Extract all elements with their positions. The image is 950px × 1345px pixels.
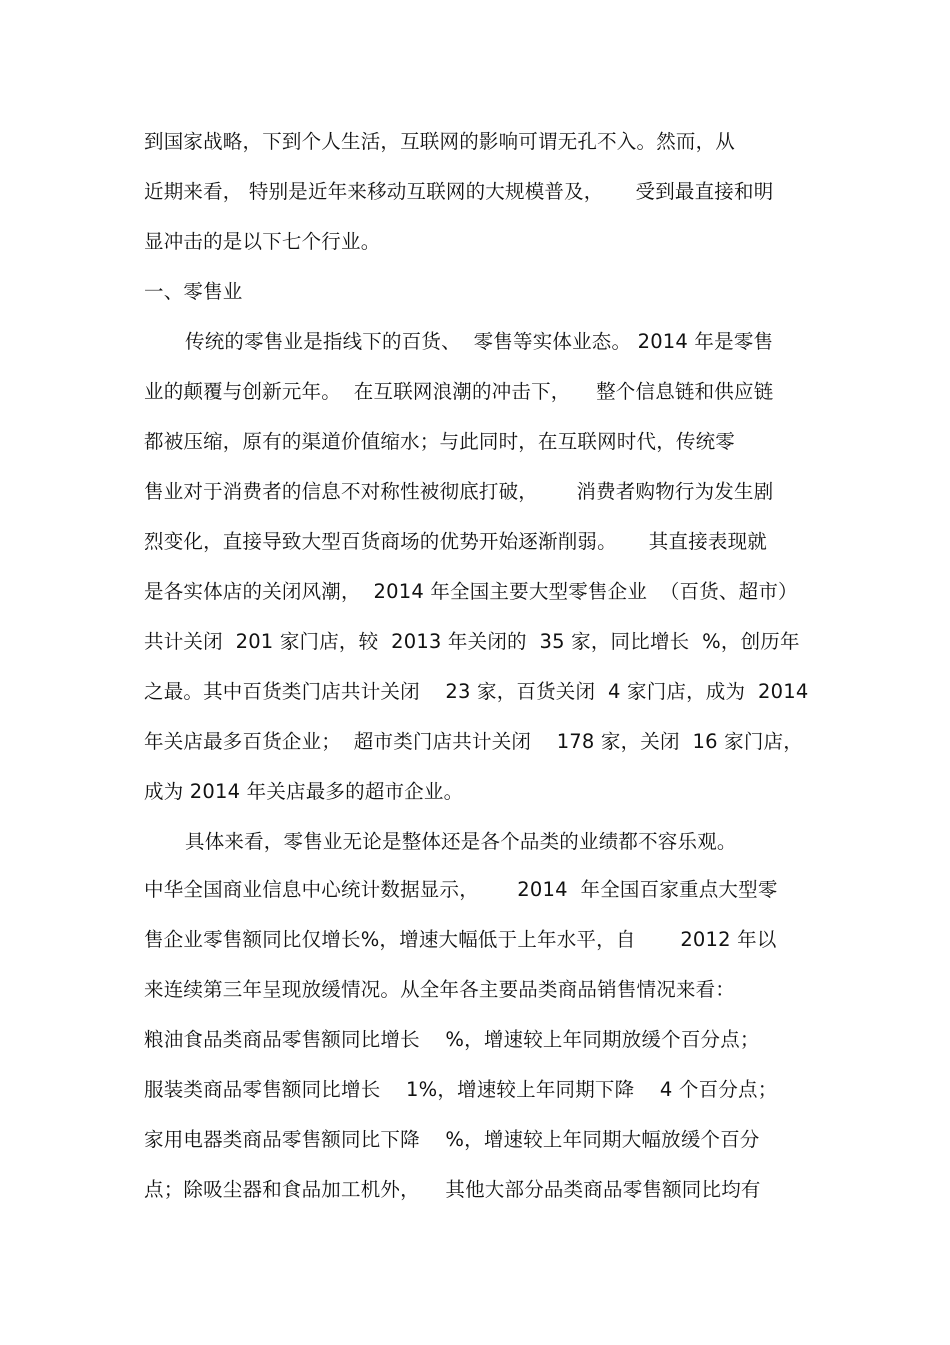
- text-line: 都被压缩，原有的渠道价值缩水；与此同时，在互联网时代，传统零: [144, 430, 736, 453]
- text-line: 售企业零售额同比仅增长%，增速大幅低于上年水平，自 2012 年以: [144, 928, 777, 951]
- text-line: 具体来看，零售业无论是整体还是各个品类的业绩都不容乐观。: [185, 830, 737, 853]
- text-line: 近期来看， 特别是近年来移动互联网的大规模普及， 受到最直接和明: [144, 180, 774, 203]
- text-line: 传统的零售业是指线下的百货、 零售等实体业态。 2014 年是零售: [185, 330, 774, 353]
- text-line: 来连续第三年呈现放缓情况。从全年各主要品类商品销售情况来看：: [144, 978, 736, 1001]
- section-heading: 一、零售业: [144, 280, 243, 303]
- text-line: 烈变化，直接导致大型百货商场的优势开始逐渐削弱。 其直接表现就: [144, 530, 767, 553]
- text-line: 中华全国商业信息中心统计数据显示， 2014 年全国百家重点大型零: [144, 878, 778, 901]
- text-line: 显冲击的是以下七个行业。: [144, 230, 381, 253]
- text-line: 家用电器类商品零售额同比下降 %，增速较上年同期大幅放缓个百分: [144, 1128, 760, 1151]
- text-line: 服装类商品零售额同比增长 1%，增速较上年同期下降 4 个百分点；: [144, 1078, 778, 1101]
- text-line: 点；除吸尘器和食品加工机外， 其他大部分品类商品零售额同比均有: [144, 1178, 761, 1201]
- text-line: 是各实体店的关闭风潮， 2014 年全国主要大型零售企业 （百货、超市）: [144, 580, 798, 603]
- text-line: 售业对于消费者的信息不对称性被彻底打破， 消费者购物行为发生剧: [144, 480, 774, 503]
- text-line: 粮油食品类商品零售额同比增长 %，增速较上年同期放缓个百分点；: [144, 1028, 760, 1051]
- text-line: 共计关闭 201 家门店，较 2013 年关闭的 35 家，同比增长 %，创历年: [144, 630, 800, 653]
- text-line: 业的颠覆与创新元年。 在互联网浪潮的冲击下， 整个信息链和供应链: [144, 380, 774, 403]
- text-line: 成为 2014 年关店最多的超市企业。: [144, 780, 464, 803]
- text-line: 到国家战略，下到个人生活，互联网的影响可谓无孔不入。然而，从: [144, 130, 736, 153]
- text-line: 年关店最多百货企业； 超市类门店共计关闭 178 家，关闭 16 家门店，: [144, 730, 803, 753]
- text-line: 之最。其中百货类门店共计关闭 23 家，百货关闭 4 家门店，成为 2014: [144, 680, 809, 703]
